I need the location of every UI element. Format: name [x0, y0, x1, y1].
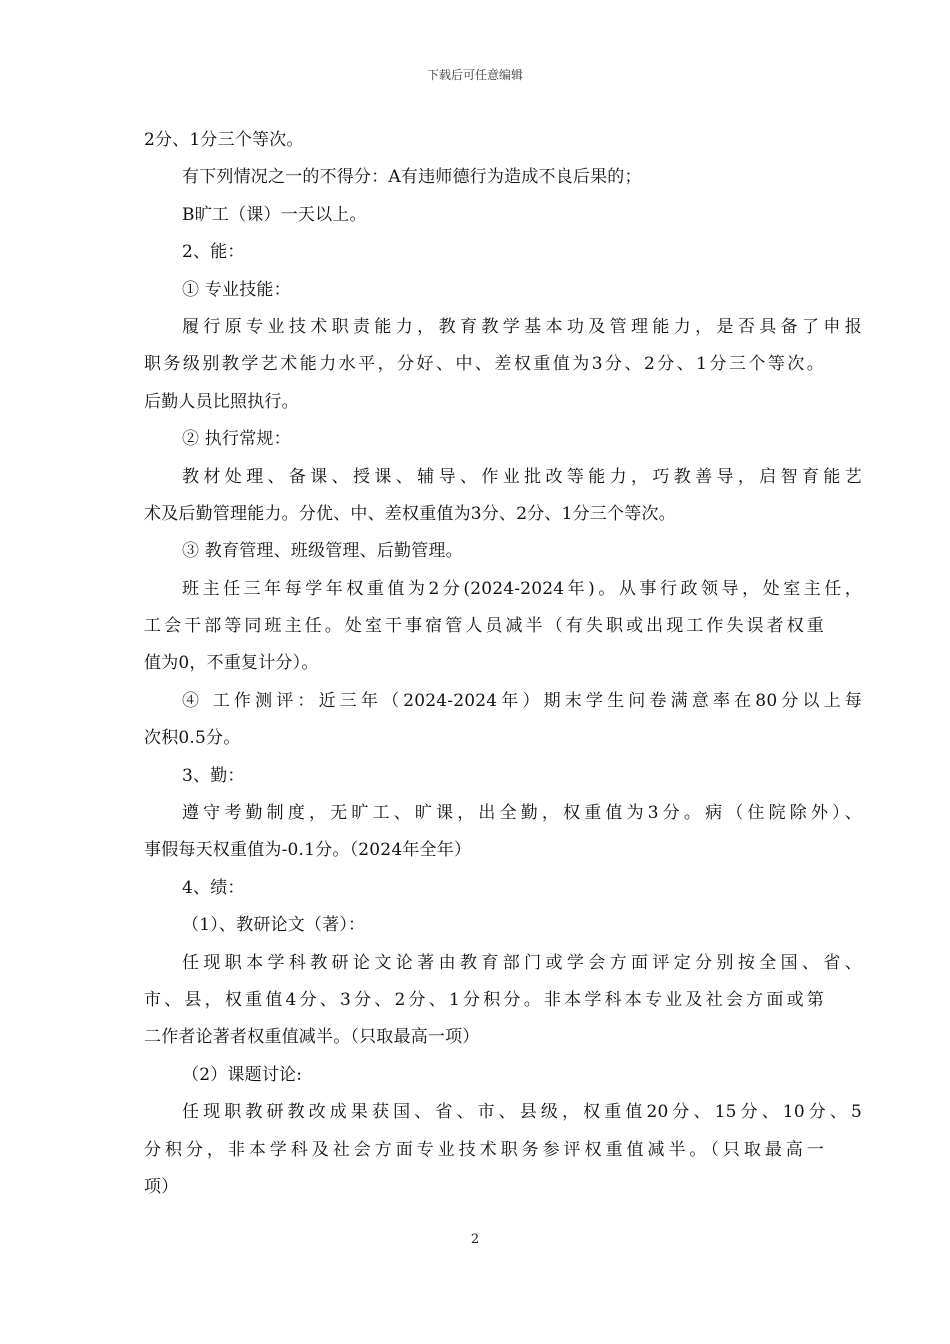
text-line: 项） [144, 1176, 179, 1197]
text-line: B旷工（课）一天以上。 [182, 204, 367, 225]
text-line: 术及后勤管理能力。分优、中、差权重值为3分、2分、1分三个等次。 [144, 503, 676, 524]
text-line: 职务级别教学艺术能力水平，分好、中、差权重值为3分、2分、1分三个等次。 [144, 354, 824, 375]
section-heading: 4、绩： [182, 877, 245, 898]
document-body [144, 122, 862, 1206]
text-line: 次积0.5分。 [144, 728, 241, 749]
section-heading: 3、勤： [182, 765, 245, 786]
text-line: 后勤人员比照执行。 [144, 391, 299, 412]
subsection-heading: ③ 教育管理、班级管理、后勤管理。 [182, 541, 463, 562]
text-line: 值为0，不重复计分）。 [144, 653, 319, 674]
text-line: 任现职本学科教研论文论著由教育部门或学会方面评定分别按全国、省、 [182, 952, 862, 973]
text-line: 教材处理、备课、授课、辅导、作业批改等能力，巧教善导，启智育能艺 [182, 466, 862, 487]
text-line: 班主任三年每学年权重值为2分(2024-2024年)。从事行政领导，处室主任， [182, 578, 862, 599]
subsection-heading: ② 执行常规： [182, 429, 291, 450]
subsection-heading: ① 专业技能： [182, 279, 291, 300]
text-line: 工会干部等同班主任。处室干事宿管人员减半（有失职或出现工作失误者权重 [144, 616, 824, 637]
text-line: 2分、1分三个等次。 [144, 130, 304, 150]
page-header: 下载后可任意编辑 [426, 68, 523, 82]
text-line: 事假每天权重值为-0.1分。（2024年全年） [144, 840, 472, 861]
text-line: 分积分，非本学科及社会方面专业技术职务参评权重值减半。（只取最高一 [144, 1139, 824, 1160]
section-heading: 2、能： [182, 242, 245, 263]
text-line: 遵守考勤制度，无旷工、旷课，出全勤，权重值为3分。病（住院除外）、 [182, 803, 862, 824]
subsection-heading: （2）课题讨论: [182, 1064, 303, 1085]
text-line: 履行原专业技术职责能力，教育教学基本功及管理能力，是否具备了申报 [182, 316, 862, 337]
text-line: 有下列情况之一的不得分：A有违师德行为造成不良后果的； [182, 167, 642, 188]
page-number: 2 [470, 1232, 480, 1247]
text-line: 任现职教研教改成果获国、省、市、县级，权重值20分、15分、10分、5 [182, 1102, 862, 1123]
subsection-heading: （1）、教研论文（著）： [182, 915, 366, 936]
text-line: 市、县，权重值4分、3分、2分、1分积分。非本学科本专业及社会方面或第 [144, 989, 824, 1010]
text-line: ④ 工作测评：近三年（2024-2024年）期末学生问卷满意率在80分以上每 [182, 690, 862, 711]
text-line: 二作者论著者权重值减半。（只取最高一项） [144, 1027, 480, 1048]
